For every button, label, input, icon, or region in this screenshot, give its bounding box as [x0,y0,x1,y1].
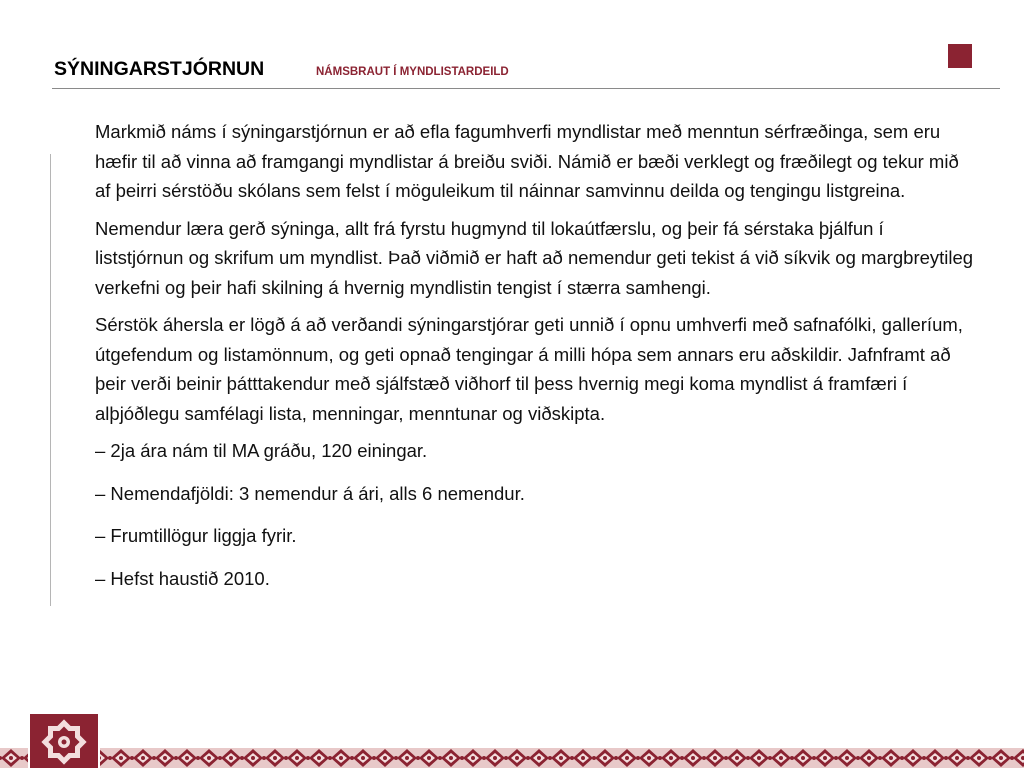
bullet-item: – 2ja ára nám til MA gráðu, 120 einingar. [95,440,428,461]
left-vertical-divider [50,154,51,606]
page-subtitle: NÁMSBRAUT Í MYNDLISTARDEILD [316,66,509,78]
body-content [95,117,975,606]
square-icon [948,44,972,68]
paragraph-1: Markmið náms í sýningarstjórnun er að efla fagumhverfi myndlistar með menntun sérfræðinga, sem eru hæfir til að vinna að framgangi myndlistar á breiðu sviði. Námið er bæði verklegt og fræðilegt og tekur mið af þeirri sérstöðu skólans sem felst í möguleikum til náinnar samvinnu deilda og tengingu listgreina. [95,121,959,201]
bullet-item: – Nemendafjöldi: 3 nemendur á ári, alls 6 nemendur. [95,482,525,504]
bullet-item: – Hefst haustið 2010. [95,567,270,589]
paragraph-3: Sérstök áhersla er lögð á að verðandi sýningarstjórar geti unnið í opnu umhverfi með safnafólki, galleríum, útgefendum og listamönnum, og geti opnað tengingar á milli hópa sem annars eru aðskildir. Jafnframt að þeir verði beinir þátttakendur með sjálfstæð viðhorf til þess hvernig megi koma myndlist á framfæri í alþjóðlegu samfélagi lista, menningar, menntunar og viðskipta. [95,314,963,424]
page-title: SÝNINGARSTJÓRNUN [54,58,265,80]
paragraph-2: Nemendur læra gerð sýninga, allt frá fyrstu hugmynd til lokaútfærslu, og þeir fá sérstaka þjálfun í liststjórnun og skrifum um myndlist. Það viðmið er haft að nemendur geti tekist á við síkvik og margbreytileg verkefni og þeir hafi skilning á hvernig myndlistin tengist í stærra samhengi. [95,217,974,298]
bullet-item: – Frumtillögur liggja fyrir. [95,525,297,546]
header-divider [52,88,1000,89]
ornament-star-icon [28,712,100,768]
ornamental-border-pattern [0,748,1024,768]
